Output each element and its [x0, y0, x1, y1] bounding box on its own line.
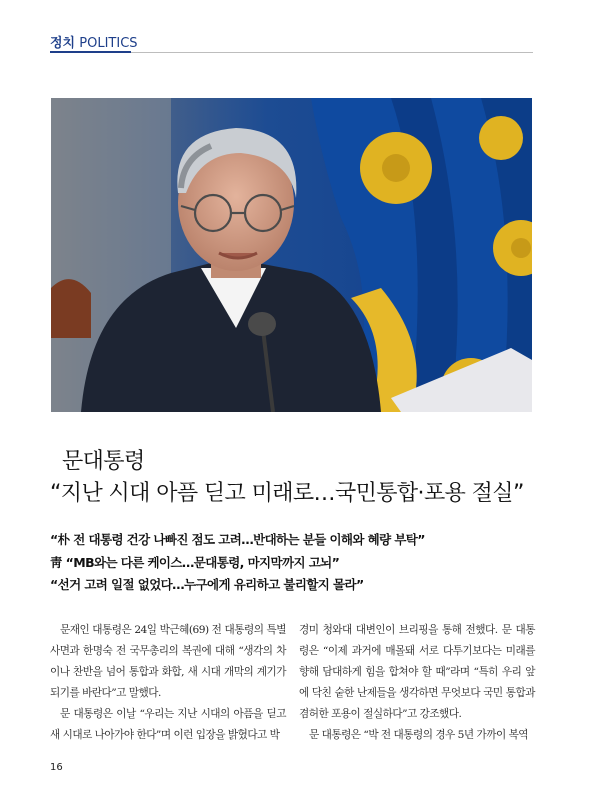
- page-number: 16: [50, 762, 63, 773]
- section-label-ko: 정치: [50, 36, 76, 51]
- body-column-right: [299, 620, 535, 746]
- body-column-left: [50, 620, 286, 746]
- header-accent-rule: [50, 51, 131, 53]
- subhead-1: “朴 전 대통령 건강 나빠진 점도 고려…반대하는 분들 이해와 혜량 부탁”: [50, 532, 425, 547]
- section-header: [50, 32, 138, 51]
- subhead-2: 靑 “MB와는 다른 케이스…문대통령, 마지막까지 고뇌”: [50, 554, 340, 570]
- body-paragraph: 문 대통령은 “박 전 대통령의 경우 5년 가까이 복역: [309, 729, 529, 741]
- headline-line-2: “지난 시대 아픔 딛고 미래로…국민통합·포용 절실”: [50, 481, 524, 506]
- subhead-3: “선거 고려 일절 없었다…누구에게 유리하고 불리할지 몰라”: [50, 577, 364, 592]
- body-paragraph: 경미 청와대 대변인이 브리핑을 통해 전했다. 문 대통령은 “이제 과거에 매몰돼 서로 다투기보다는 미래를 향해 담대하게 힘을 합쳐야 할 때”라며 “특히 우리 앞에 닥친 숱한 난제들을 생각하면 무엇보다 국민 통합과 겸허한 포용이 절실하다”고 강조했다.: [299, 624, 535, 720]
- section-label-en: POLITICS: [79, 36, 138, 51]
- headline: [50, 446, 560, 510]
- body-paragraph: 문재인 대통령은 24일 박근혜(69) 전 대통령의 특별사면과 한명숙 전 국무총리의 복권에 대해 “생각의 차이나 찬반을 넘어 통합과 화합, 새 시대 개막의 계기가 되기를 바란다”고 말했다.: [50, 624, 286, 699]
- headline-line-1: 문대통령: [62, 449, 145, 474]
- photo-illustration: [51, 98, 532, 412]
- article-photo: [51, 98, 532, 412]
- subheads: [50, 529, 550, 597]
- body-paragraph: 문 대통령은 이날 “우리는 지난 시대의 아픔을 딛고 새 시대로 나아가야 한다”며 이런 입장을 밝혔다고 박: [50, 708, 286, 741]
